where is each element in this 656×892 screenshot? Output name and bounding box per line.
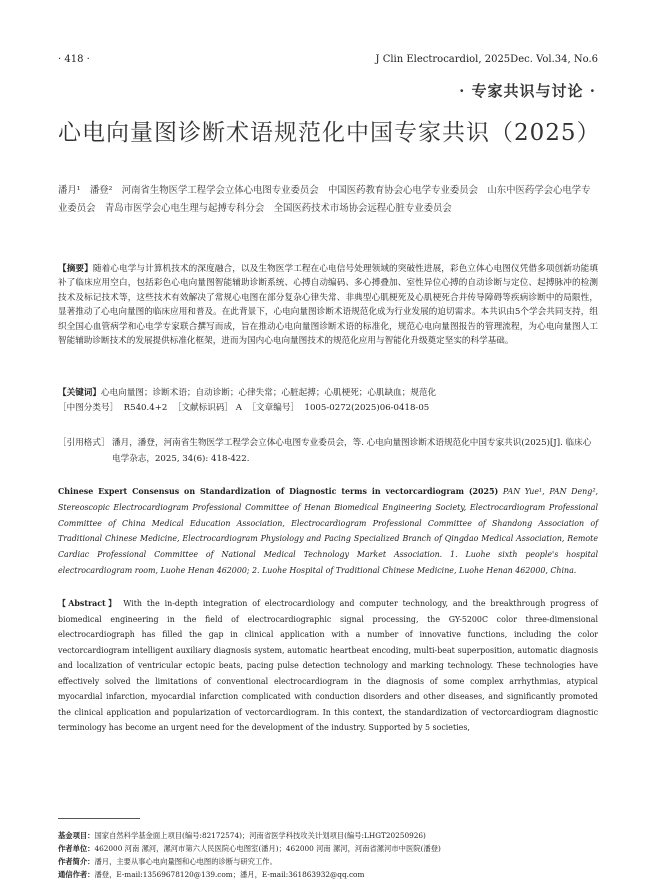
citation-label: ［引用格式］ (58, 438, 110, 448)
english-abstract-label: 【Abstract】 (58, 599, 119, 608)
article-title: 心电向量图诊断术语规范化中国专家共识（2025） (58, 120, 601, 146)
keywords-cn (58, 386, 598, 400)
footnote-fund (58, 830, 618, 842)
english-abstract-text: With the in-depth integration of electrocardiology and computer technology, and the breakthrough progress of biomedical engineering in the field of electrocardiographic signal processing, the GY-5200C color three-dimensional electrocardiograph has filled the gap in clinical application with a number of innovative functions, including the color vectorcardiogram intelligent auxiliary diagnosis system, automatic heartbeat encoding, multi-beat superposition, automatic diagnosis and localization of ventricular ectopic beats, pacing pulse detection technology and marking technology. These technologies have effectively solved the limitations of conventional electrocardiogram in the diagnosis of some complex arrhythmias, atypical myocardial infarction, myocardial infarction complicated with conduction disorders and other diseases, and significantly promoted the clinical application and popularization of vectorcardiogram. In this context, the standardization of vectorcardiogram diagnostic terminology has become an urgent need for the development of the industry. Supported by 5 societies, (58, 599, 598, 732)
abstract-cn-text: 随着心电学与计算机技术的深度融合，以及生物医学工程在心电信号处理领域的突破性进展，彩色立体心电图仪凭借多项创新功能填补了临床应用空白，包括彩色心电向量图智能辅助诊断系统、心搏自动编码、多心搏叠加、室性异位心搏的自动诊断与定位、起搏脉冲的检测技术及标记技术等，这些技术有效解决了常规心电图在部分复杂心律失常、非典型心肌梗死及心肌梗死合并传导障碍等疾病诊断中的局限性，显著推动了心电向量图的临床应用和普及。在此背景下，心电向量图诊断术语规范化成为行业发展的迫切需求。本共识由5个学会共同支持，组织全国心血管病学和心电学专家联合撰写而成，旨在推动心电向量图诊断术语的标准化，规范心电向量图报告的管理流程，为心电向量图人工智能辅助诊断技术的发展提供标准化框架，进而为国内心电向量图技术的规范化应用与智能化升级奠定坚实的科学基础。 (58, 264, 598, 347)
keywords-label: 【关键词】 (58, 388, 101, 398)
english-title: Chinese Expert Consensus on Standardization of Diagnostic terms in vectorcardiogram (2025) (58, 487, 499, 496)
journal-header: J Clin Electrocardiol, 2025Dec. Vol.34, No.6 (375, 54, 598, 65)
citation-text: 潘月，潘登，河南省生物医学工程学会立体心电图专业委员会，等. 心电向量图诊断术语规范化中国专家共识(2025)[J]. 临床心电学杂志，2025, 34(6): 418-422. (112, 438, 592, 464)
clc-value: R540.4+2 (123, 403, 168, 413)
doc-code-value: A (235, 403, 242, 413)
bio-label: 作者简介： (58, 857, 95, 866)
clc-label: ［中图分类号］ (58, 403, 119, 413)
contact-text: 潘登，E-mail:13569678120@139.com；潘月，E-mail:361863932@qq.com (94, 870, 365, 879)
section-tag: · 专家共识与讨论 · (459, 82, 596, 100)
english-abstract (58, 596, 598, 736)
fund-text: 国家自然科学基金面上项目(编号:82172574)；河南省医学科技攻关计划项目(编号:LHGT20250926) (94, 831, 426, 840)
footnote-bio (58, 856, 618, 868)
article-number-value: 1005-0272(2025)06-0418-05 (304, 403, 430, 413)
english-authors: PAN Yue¹, PAN Deng², Stereoscopic Electrocardiogram Professional Committee of Henan Biomedical Engineering Society, Electrocardiogram Professional Committee of China Medical Education Association, Electrocardiogram Professional Committee of Shandong Association of Traditional Chinese Medicine, Electrocardiogram Physiology and Pacing Specialized Branch of Qingdao Medical Association, Remote Cardiac Professional Committee of National Medical Technology Market Association. 1. Luohe sixth people's hospital electrocardiogram room, Luohe Henan 462000; 2. Luohe Hospital of Traditional Chinese Medicine, Luohe Henan 462000, China. (58, 487, 598, 575)
abstract-cn (58, 262, 598, 348)
doc-code-label: ［文献标识码］ (172, 403, 234, 413)
page-number: · 418 · (58, 54, 90, 65)
contact-label: 通信作者： (58, 870, 95, 879)
english-title-block (58, 484, 598, 579)
authors: 潘月¹ 潘登² 河南省生物医学工程学会立体心电图专业委员会 中国医药教育协会心电学专业委员会 山东中医药学会心电学专业委员会 青岛市医学会心电生理与起搏专科分会 全国医药技术市场协会远程心脏专业委员会 (58, 185, 591, 214)
classification-line (58, 401, 598, 415)
footnote-contact (58, 869, 618, 881)
unit-text: 462000 河南 漯河，漯河市第六人民医院心电图室(潘月)；462000 河南 漯河，河南省漯河市中医院(潘登) (94, 844, 441, 853)
unit-label: 作者单位： (58, 844, 95, 853)
fund-label: 基金项目： (58, 831, 95, 840)
article-number-label: ［文章编号］ (247, 403, 300, 413)
bio-text: 潘月，主要从事心电向量图和心电图的诊断与研究工作。 (94, 857, 277, 866)
footnote-divider (58, 818, 140, 819)
keywords-text: 心电向量图；诊断术语；自动诊断；心律失常；心脏起搏；心肌梗死；心肌缺血；规范化 (100, 388, 437, 398)
citation (58, 436, 598, 467)
abstract-cn-label: 【摘要】 (58, 264, 93, 274)
footnote-unit (58, 843, 618, 855)
